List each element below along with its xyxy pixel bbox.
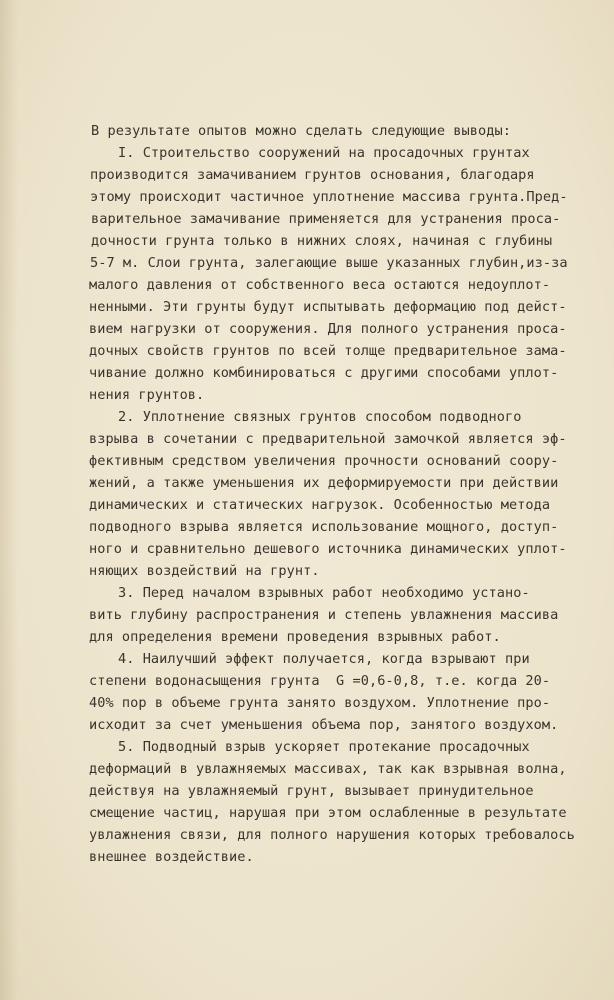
text-line: ного и сравнительно дешевого источника динамических уплот-: [89, 541, 567, 557]
text-line: вить глубину распространения и степень увлажнения массива: [89, 607, 559, 623]
text-line: взрыва в сочетании с предварительной замочкой является эф-: [89, 431, 567, 447]
text-line: 40% пор в объеме грунта занято воздухом. Уплотнение про-: [89, 695, 551, 711]
text-line: производится замачиванием грунтов основания, благодаря: [90, 167, 535, 183]
text-line-p4-start: 4. Наилучший эффект получается, когда взрывают при: [118, 651, 530, 667]
text-line: для определения времени проведения взрывных работ.: [89, 629, 501, 645]
text-line-p5-start: 5. Подводный взрыв ускоряет протекание просадочных: [118, 739, 530, 755]
text-line-intro: В результате опытов можно сделать следующие выводы:: [91, 123, 511, 139]
text-line: подводного взрыва является использование мощного, доступ-: [89, 519, 559, 535]
text-line: внешнее воздействие.: [89, 849, 254, 865]
text-line: вием нагрузки от сооружения. Для полного устранения проса-: [89, 321, 567, 337]
text-line: варительное замачивание применяется для устранения проса-: [91, 211, 561, 227]
text-line: чивание должно комбинироваться с другими способами уплот-: [89, 365, 559, 381]
text-line: малого давления от собственного веса остаются недоуплот-: [89, 277, 551, 293]
text-line: нения грунтов.: [89, 387, 205, 403]
text-line: увлажнения связи, для полного нарушения которых требовалось: [89, 827, 575, 843]
text-line: действуя на увлажняемый грунт, вызывает принудительное: [89, 783, 534, 799]
text-line: фективным средством увеличения прочности оснований соору-: [89, 453, 559, 469]
text-line: динамических и статических нагрузок. Особенностью метода: [89, 497, 551, 513]
text-line: 5-7 м. Слои грунта, залегающие выше указанных глубин,из-за: [90, 255, 568, 271]
text-line: дочных свойств грунтов по всей толще предварительное зама-: [89, 343, 567, 359]
text-line-p2-start: 2. Уплотнение связных грунтов способом подводного: [118, 409, 522, 425]
text-line: жений, а также уменьшения их деформируемости при действии: [89, 475, 559, 491]
text-line: исходит за счет уменьшения объема пор, занятого воздухом.: [89, 717, 559, 733]
text-line: смещение частиц, нарушая при этом ослабленные в результате: [89, 805, 567, 821]
text-line: степени водонасыщения грунта G =0,6-0,8, т.е. когда 20-: [89, 673, 551, 689]
text-line: дочности грунта только в нижних слоях, начиная с глубины: [91, 233, 553, 249]
text-line-p1-start: I. Строительство сооружений на просадочных грунтах: [118, 145, 530, 161]
text-line-p3-start: 3. Перед началом взрывных работ необходимо устано-: [118, 585, 530, 601]
text-line: няющих воздействий на грунт.: [89, 563, 320, 579]
text-line: этому происходит частичное уплотнение массива грунта.Пред-: [90, 189, 568, 205]
text-line: ненными. Эти грунты будут испытывать деформацию под дейст-: [89, 299, 567, 315]
text-line: деформаций в увлажняемых массивах, так как взрывная волна,: [89, 761, 567, 777]
